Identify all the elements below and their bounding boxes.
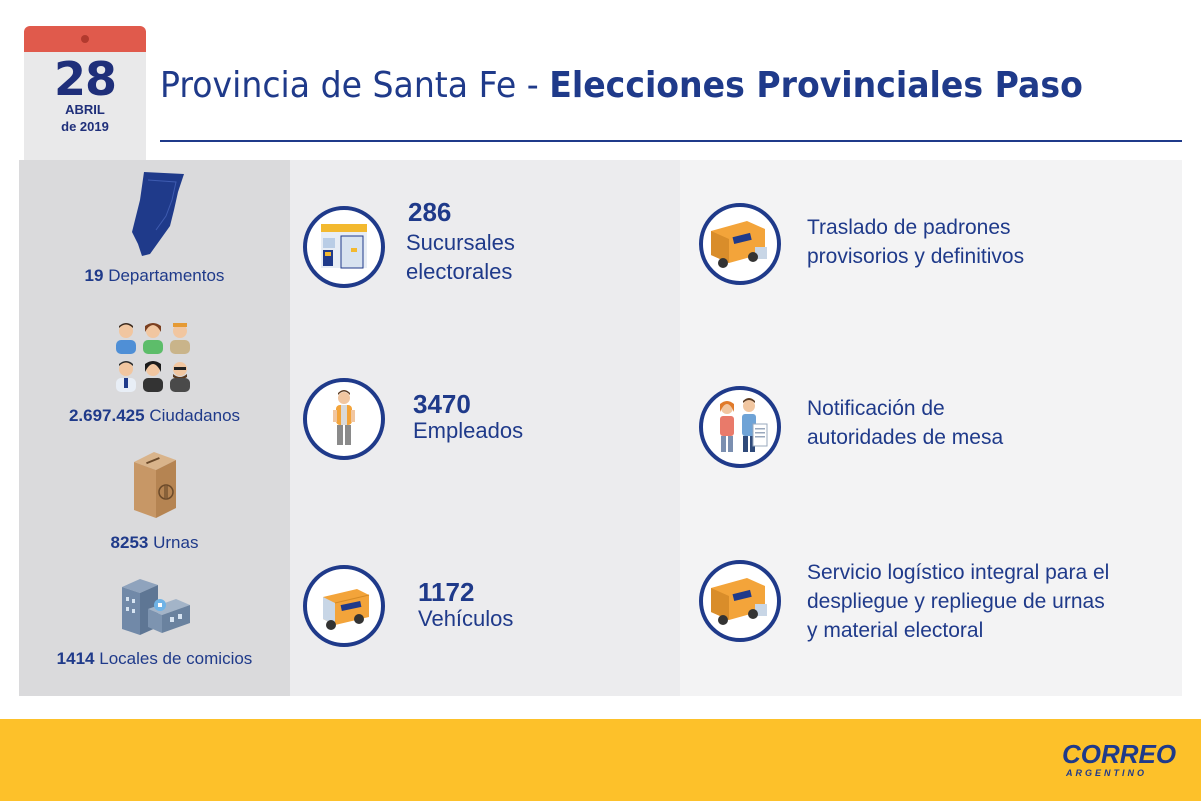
correo-argentino-logo (1062, 740, 1182, 782)
title-divider (160, 140, 1182, 142)
task-3-line-3: y material electoral (807, 619, 984, 642)
page-title (160, 58, 1083, 114)
logo-sub-text: ARGENTINO (1066, 768, 1147, 778)
title-regular: Provincia de Santa Fe - (160, 65, 550, 106)
logo-main-text: CORREO (1062, 739, 1177, 769)
calendar-day: 28 (53, 52, 116, 106)
post-offices-count: 286 (408, 197, 452, 227)
departments-stat (19, 265, 290, 287)
departments-label: Departamentos (108, 266, 225, 285)
calendar-year: de 2019 (61, 119, 109, 134)
truck-icon (703, 564, 777, 638)
truck-circle-1 (699, 203, 781, 285)
post-office-icon (307, 210, 381, 284)
post-offices-label-1: Sucursales (406, 230, 515, 255)
task-3-line-2: despliegue y repliegue de urnas (807, 590, 1105, 613)
ballot-boxes-label: Urnas (153, 533, 199, 552)
task-2-line-1: Notificación de (807, 397, 945, 420)
calendar-date (24, 26, 146, 148)
citizens-stat (19, 405, 290, 427)
citizens-icon (112, 322, 196, 394)
truck-icon (703, 207, 777, 281)
employee-circle (303, 378, 385, 460)
polling-place-icon (118, 575, 192, 641)
calendar-ring-icon (81, 35, 89, 43)
van-circle (303, 565, 385, 647)
citizens-count: 2.697.425 (68, 406, 145, 425)
notification-circle (699, 386, 781, 468)
province-map-icon (130, 170, 186, 258)
task-1-line-2: provisorios y definitivos (807, 245, 1025, 268)
employees-label: Empleados (413, 418, 524, 443)
ballot-boxes-count: 8253 (110, 533, 149, 552)
departments-count: 19 (84, 266, 104, 285)
truck-circle-2 (699, 560, 781, 642)
ballot-box-icon (128, 448, 180, 520)
vehicles-label: Vehículos (418, 606, 514, 631)
task-2-line-2: autoridades de mesa (807, 426, 1004, 449)
polling-places-count: 1414 (56, 649, 95, 668)
post-offices-label-2: electorales (406, 259, 513, 284)
task-1-line-1: Traslado de padrones (807, 216, 1011, 239)
calendar-month: ABRIL (65, 102, 105, 117)
polling-places-label: Locales de comicios (99, 649, 253, 668)
notification-icon (703, 390, 777, 464)
ballot-boxes-stat (19, 532, 290, 554)
title-bold: Elecciones Provinciales Paso (549, 65, 1083, 106)
van-icon (307, 569, 381, 643)
task-3-line-1: Servicio logístico integral para el (807, 561, 1110, 584)
polling-places-stat (19, 648, 290, 670)
footer-bar (0, 719, 1201, 801)
post-office-circle (303, 206, 385, 288)
citizens-label: Ciudadanos (149, 406, 241, 425)
employee-icon (307, 382, 381, 456)
employees-count: 3470 (413, 389, 471, 419)
vehicles-count: 1172 (418, 577, 475, 607)
